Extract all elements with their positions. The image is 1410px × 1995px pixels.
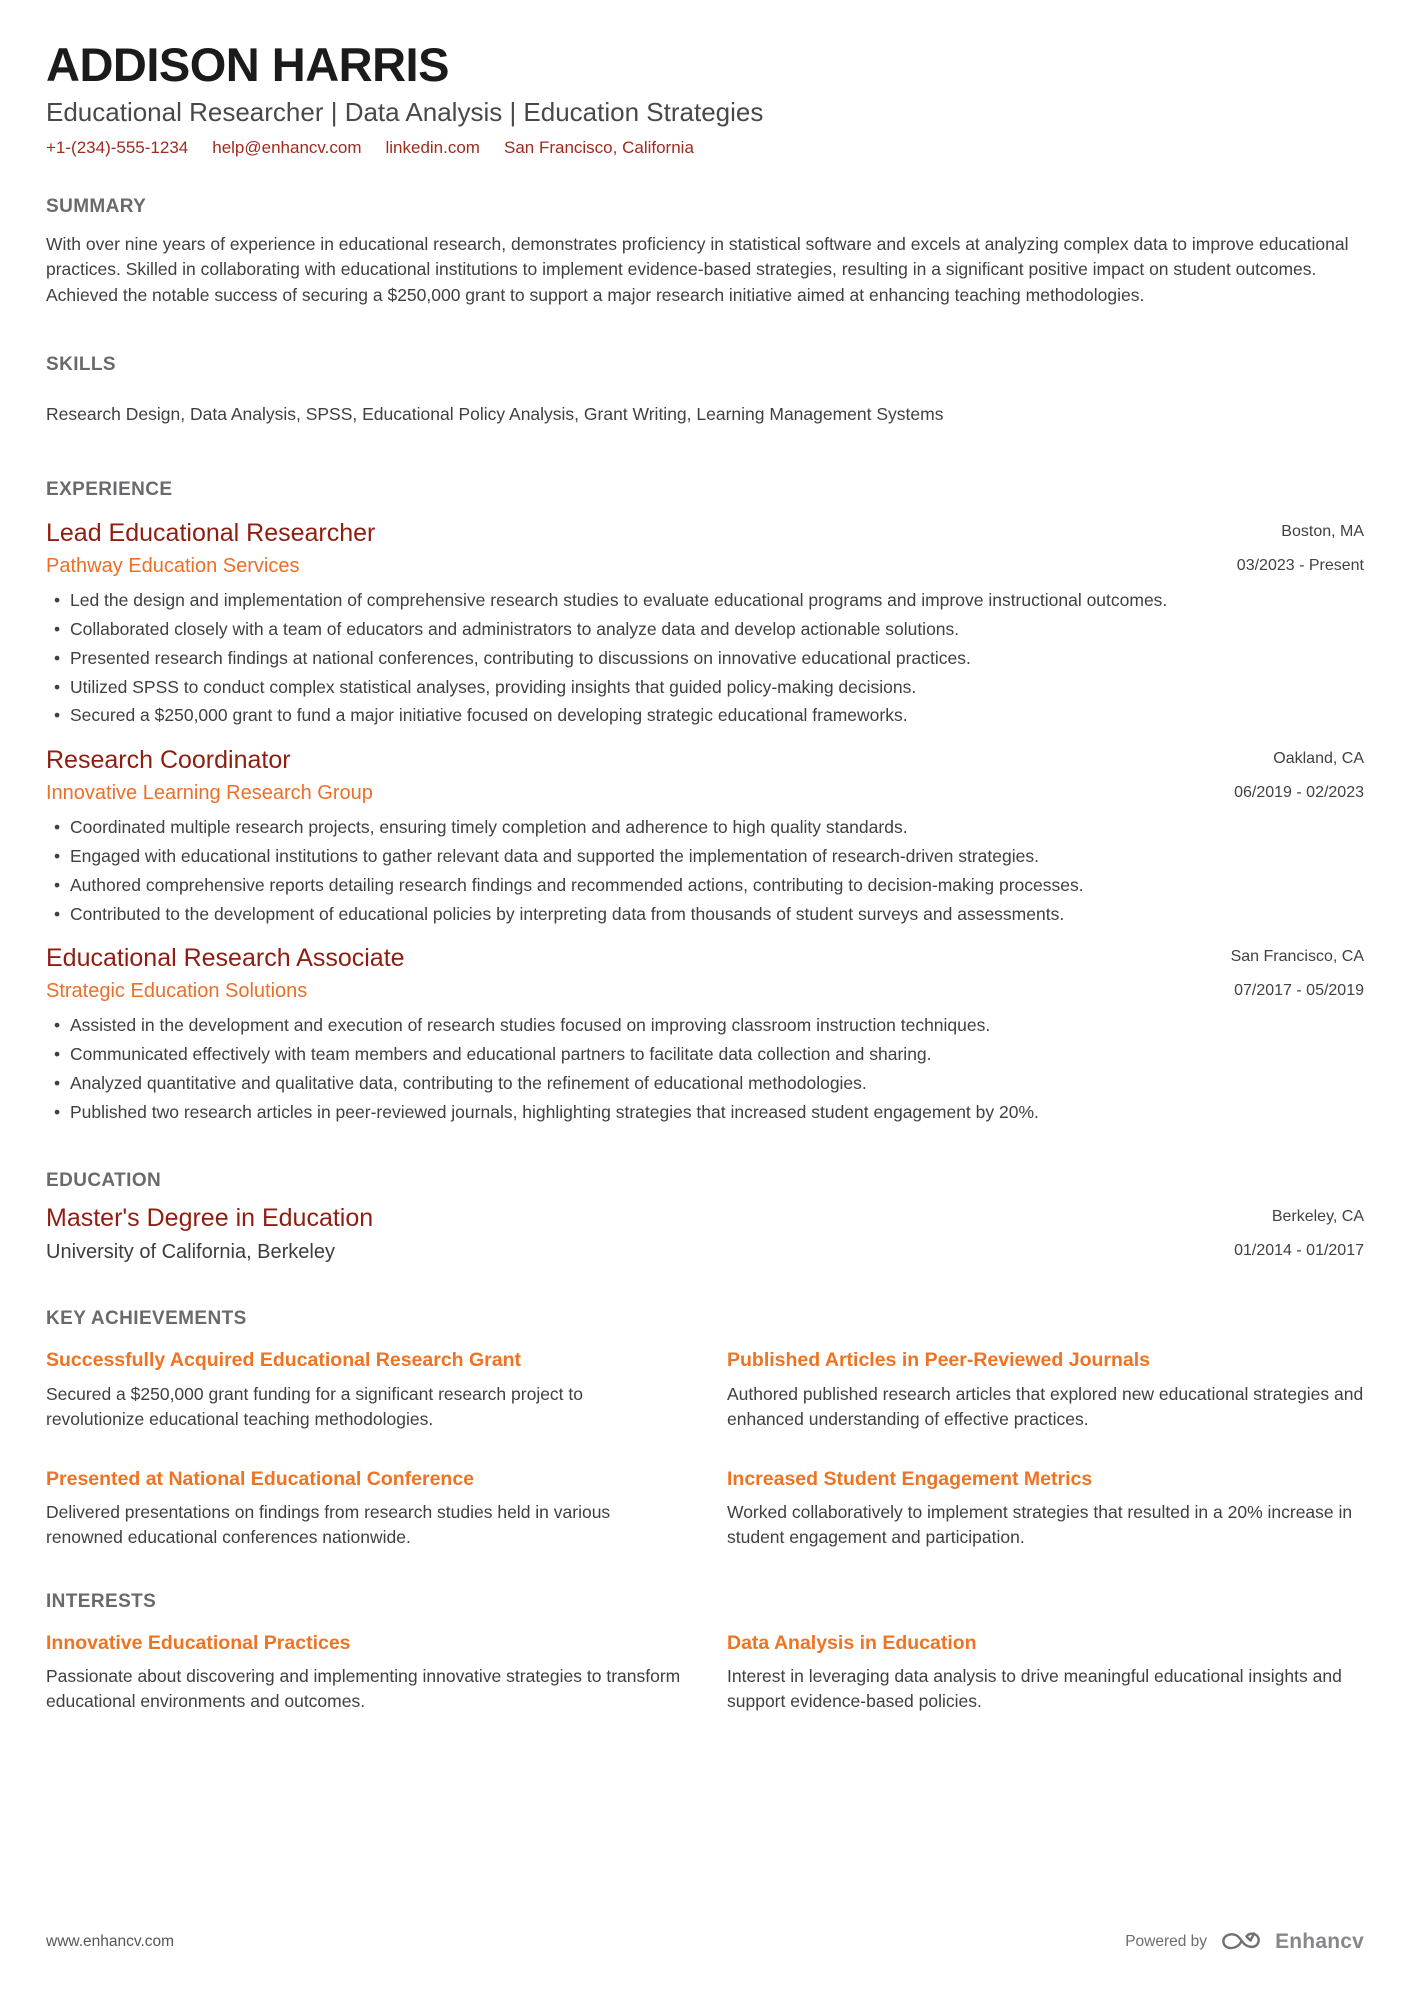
job-bullets: [46, 588, 1364, 728]
job-title: Educational Research Associate: [46, 944, 405, 973]
achievement-text: Authored published research articles that explored new educational strategies and enhanced understanding of effective practices.: [727, 1383, 1364, 1430]
interest-title: Data Analysis in Education: [727, 1631, 977, 1654]
footer-website-link[interactable]: www.enhancv.com: [46, 1933, 175, 1950]
bullet-item: • Authored comprehensive reports detailing research findings and recommended actions, contributing to decision-making processes.: [46, 873, 1364, 898]
job-location: Boston, MA: [1281, 523, 1364, 541]
achievements-heading: KEY ACHIEVEMENTS: [46, 1308, 247, 1330]
contact-phone[interactable]: +1-(234)-555-1234: [46, 137, 189, 157]
achievements-grid: [46, 1348, 1364, 1550]
bullet-item: • Analyzed quantitative and qualitative data, contributing to the refinement of educational methodologies.: [46, 1071, 1364, 1096]
education-degree: Master's Degree in Education: [46, 1204, 374, 1233]
education-location: Berkeley, CA: [1271, 1208, 1364, 1226]
education-title-block: [46, 1204, 373, 1264]
job-company: Strategic Education Solutions: [46, 980, 308, 1003]
experience-entry: [46, 746, 1364, 926]
bullet-item: • Presented research findings at national conferences, contributing to discussions on innovative educational practices.: [46, 646, 1364, 671]
job-meta: [1234, 746, 1364, 802]
job-meta: [1237, 519, 1364, 575]
interest-title: Innovative Educational Practices: [46, 1631, 351, 1654]
job-title: Research Coordinator: [46, 746, 291, 775]
summary-heading: SUMMARY: [46, 195, 147, 217]
person-headline: Educational Researcher | Data Analysis | Education Strategies: [46, 96, 764, 127]
job-title-block: [46, 746, 373, 805]
contact-location: San Francisco, California: [503, 137, 694, 157]
job-dates: 03/2023 - Present: [1236, 557, 1364, 575]
job-company: Pathway Education Services: [46, 555, 300, 577]
job-bullets: [46, 1013, 1364, 1124]
experience-entry: [46, 519, 1364, 728]
achievement-title: Presented at National Educational Conference: [46, 1467, 475, 1490]
resume-header: [46, 40, 1364, 158]
job-title-block: [46, 519, 375, 578]
page-footer: [46, 1887, 1364, 1957]
achievement-text: Delivered presentations on findings from research studies held in various renowned educational conferences nationwide.: [46, 1501, 611, 1548]
bullet-item: • Utilized SPSS to conduct complex statistical analyses, providing insights that guided policy-making decisions.: [46, 675, 1364, 700]
interest-text: Interest in leveraging data analysis to drive meaningful educational insights and support evidence-based policies.: [727, 1666, 1342, 1712]
education-heading: EDUCATION: [46, 1170, 162, 1192]
job-company: Innovative Learning Research Group: [46, 781, 373, 804]
education-meta: [1234, 1204, 1364, 1260]
contact-row: [46, 138, 1364, 158]
achievement-item: [727, 1348, 1364, 1432]
experience-entry: [46, 944, 1364, 1124]
job-meta: [1231, 944, 1364, 1000]
achievement-item: [46, 1467, 683, 1551]
bullet-item: • Collaborated closely with a team of educators and administrators to analyze data and develop actionable solutions.: [46, 617, 1364, 642]
bullet-item: • Coordinated multiple research projects, ensuring timely completion and adherence to high quality standards.: [46, 815, 1364, 840]
job-dates: 06/2019 - 02/2023: [1234, 784, 1364, 802]
powered-by-label: Powered by: [1125, 1933, 1208, 1950]
job-location: Oakland, CA: [1273, 750, 1364, 768]
job-header: [46, 746, 1364, 805]
job-dates: 07/2017 - 05/2019: [1234, 982, 1364, 1000]
interests-grid: [46, 1631, 1364, 1715]
summary-text: With over nine years of experience in educational research, demonstrates proficiency in statistical software and excels at analyzing complex data to improve educational practices. Skilled in collaborating with educational institutions to implement evidence-based strategies, resulting in a significant positive impact on student outcomes. Achieved the notable success of securing a $250,000 grant to support a major research initiative aimed at enhancing teaching methodologies.: [46, 233, 1349, 305]
bullet-item: • Led the design and implementation of comprehensive research studies to evaluate educational programs and improve instructional outcomes.: [46, 588, 1364, 613]
job-header: [46, 519, 1364, 578]
job-title-block: [46, 944, 405, 1003]
bullet-item: • Engaged with educational institutions to gather relevant data and supported the implementation of research-driven strategies.: [46, 844, 1364, 869]
achievement-text: Worked collaboratively to implement strategies that resulted in a 20% increase in student engagement and participation.: [727, 1501, 1353, 1548]
powered-by-block[interactable]: [1125, 1927, 1364, 1957]
enhancv-logo-icon: [1219, 1927, 1263, 1957]
experience-heading: EXPERIENCE: [46, 479, 173, 501]
job-header: [46, 944, 1364, 1003]
interest-text: Passionate about discovering and implementing innovative strategies to transform educational environments and outcomes.: [46, 1666, 681, 1712]
contact-email[interactable]: help@enhancv.com: [212, 137, 362, 157]
job-bullets: [46, 815, 1364, 926]
bullet-item: • Published two research articles in peer-reviewed journals, highlighting strategies that increased student engagement by 20%.: [46, 1100, 1364, 1125]
contact-link[interactable]: linkedin.com: [385, 137, 480, 157]
education-dates: 01/2014 - 01/2017: [1234, 1242, 1364, 1260]
interests-heading: INTERESTS: [46, 1590, 157, 1612]
skills-heading: SKILLS: [46, 353, 116, 375]
achievement-title: Increased Student Engagement Metrics: [727, 1467, 1093, 1490]
achievement-text: Secured a $250,000 grant funding for a significant research project to revolutionize educational teaching methodologies.: [46, 1383, 584, 1430]
person-name: ADDISON HARRIS: [46, 38, 449, 91]
achievement-title: Successfully Acquired Educational Research Grant: [46, 1349, 522, 1372]
enhancv-wordmark: Enhancv: [1275, 1930, 1364, 1953]
bullet-item: • Assisted in the development and execution of research studies focused on improving classroom instruction techniques.: [46, 1013, 1364, 1038]
bullet-item: • Communicated effectively with team members and educational partners to facilitate data collection and sharing.: [46, 1042, 1364, 1067]
achievement-item: [46, 1348, 683, 1432]
education-school: University of California, Berkeley: [46, 1241, 335, 1264]
skills-text: Research Design, Data Analysis, SPSS, Educational Policy Analysis, Grant Writing, Learning Management Systems: [46, 403, 944, 424]
job-title: Lead Educational Researcher: [46, 519, 376, 548]
bullet-item: • Secured a $250,000 grant to fund a major initiative focused on developing strategic educational frameworks.: [46, 703, 1364, 728]
job-location: San Francisco, CA: [1230, 948, 1364, 966]
bullet-item: • Contributed to the development of educational policies by interpreting data from thousands of student surveys and assessments.: [46, 902, 1364, 927]
achievement-item: [727, 1467, 1364, 1551]
interest-item: [46, 1631, 683, 1715]
interest-item: [727, 1631, 1364, 1715]
education-entry: [46, 1204, 1364, 1264]
achievement-title: Published Articles in Peer-Reviewed Journals: [727, 1349, 1151, 1372]
